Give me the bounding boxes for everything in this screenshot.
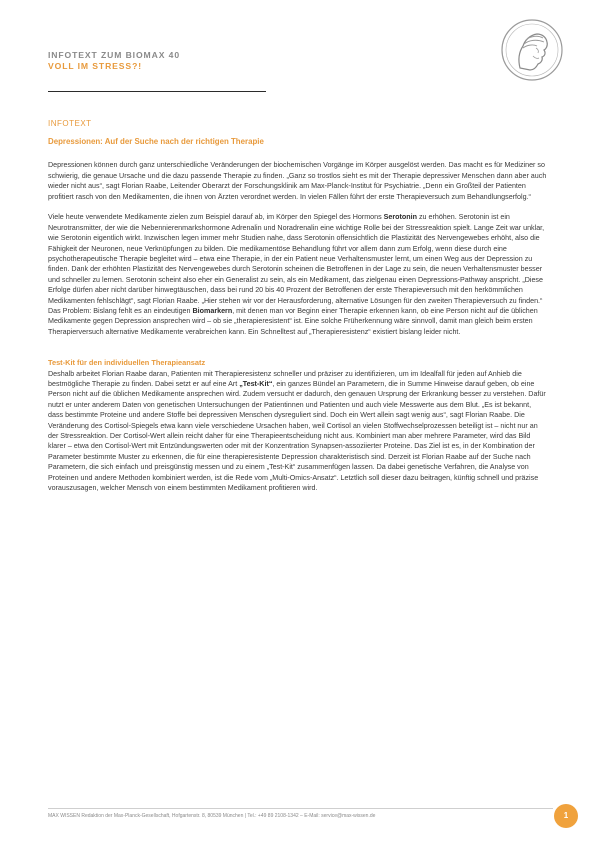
footer-divider: [48, 808, 553, 809]
section-label: INFOTEXT: [48, 119, 92, 128]
paragraph-test-kit: [48, 369, 548, 494]
paragraph-intro: Depressionen können durch ganz unterschiedliche Veränderungen der biochemischen Vorgänge im Körper ausgelöst werden. Das macht es für Mediziner so schwierig, die genaue Ursache und die dazu passende Therapie zu finden. „Ganz so trostlos sieht es mit der Therapie depressiver Menschen dann aber auch wieder nicht aus“, sagt Florian Raabe, Leitender Oberarzt der Forschungsklinik am Max-Planck-Institut für Psychiatrie. „Denn ein Großteil der Patienten profitiert rasch von den Medikamenten, die ihnen von Ärzten verordnet werden. In vielen Fällen führt der erste Therapieversuch zum Behandlungserfolg.“: [48, 161, 547, 201]
footer-text: MAX WISSEN Redaktion der Max-Planck-Gesellschaft, Hofgartenstr. 8, 80539 München | Tel.: +49 89 2108-1342 – E-Mail: service@max-wissen.de: [48, 813, 376, 819]
bold-term-serotonin: Serotonin: [383, 213, 417, 222]
paragraph-text: Deshalb arbeitet Florian Raabe daran, Patienten mit Therapieresistenz schneller und präziser zu identifizieren, um im Idealfall für jeden auf Anhieb die bestmögliche Therapie zu finden. Dabei setzt er auf eine Art: [48, 369, 522, 388]
bold-term-biomarkern: Biomarkern: [192, 307, 233, 316]
header-subtitle: VOLL IM STRESS?!: [48, 61, 142, 71]
page-number-badge: 1: [554, 804, 578, 828]
article-heading: Depressionen: Auf der Suche nach der richtigen Therapie: [48, 137, 264, 146]
paragraph-serotonin: [48, 212, 548, 337]
article-body: [48, 137, 548, 493]
article-subheading: Test-Kit für den individuellen Therapieansatz: [48, 358, 206, 368]
header-title: INFOTEXT ZUM BIOMAX 40: [48, 50, 181, 60]
bold-term-test-kit: „Test-Kit“: [239, 379, 273, 388]
minerva-seal-icon: [500, 18, 564, 82]
paragraph-text: zu erhöhen. Serotonin ist ein Neurotransmitter, der wie die Nebennierenmarkshormone Adrenalin und Noradrenalin eine wichtige Rolle bei der Stressreaktion spielt. Lange Zeit war unklar, wie Serotonin eigentlich wirkt. Inzwischen legen immer mehr Studien nahe, dass Serotonin offensichtlich die Plastizität des Nervengewebes erhöht, also die Fähigkeit der Neuronen, neue Verknüpfungen zu bilden. Die medikamentöse Behandlung führt vor allem dann zum Erfolg, wenn diese durch eine psychotherapeutische Therapie begleitet wird – etwa eine Therapie, in der ein Patient neue Verhaltensmuster lernt, um einen Weg aus der Depression zu finden. Dank der erhöhten Plastizität des Nervengewebes durch Serotonin scheinen die Betroffenen in der Lage zu sein, die neuen Verhaltensmuster besser und schneller zu lernen. Serotonin scheint also eher ein Generalist zu sein, als ein Medikament, das zielgenau einen Depressions-Pathway anspricht. „Diese Erfolge dürfen aber nicht darüber hinwegtäuschen, dass bei rund 20 bis 40 Prozent der Betroffenen der erste Therapieversuch mit den herkömmlichen Medikamenten fehlschlägt“, sagt Florian Raabe. „Hier stehen wir vor der Herausforderung, alternative Lösungen für den zweiten Therapieversuch zu finden.“ Das Problem: Bislang fehlt es an eindeutigen: [48, 213, 545, 316]
paragraph-text: , ein ganzes Bündel an Parametern, die in Summe Hinweise darauf geben, ob eine Person nicht auf die üblichen Medikamente ansprechen wird. Zudem versucht er dadurch, den genauen Ursprung der Erkrankung besser zu verstehen. Dafür nutzt er unter anderem Daten von genetischen Untersuchungen der Patientinnen und Patienten und auch viele Messwerte aus dem Blut. „Es ist bekannt, dass bestimmte Proteine und andere Stoffe bei depressiven Menschen dysreguliert sind. Doch ein Wert allein sagt wenig aus“, sagt Florian Raabe. Die Veränderung des Cortisol-Spiegels etwa kann viele verschiedene Ursachen haben, weil Cortisol an vielen Stoffwechselprozessen beteiligt ist – nicht nur an der Stressreaktion. Der Cortisol-Wert allein reicht daher für eine Therapieentscheidung nicht aus. Kombiniert man aber mehrere Parameter, wird das Bild klarer – etwa den Cortisol-Wert mit Entzündungswerten oder mit der Konzentration Synapsen-assoziierter Proteine. Das Ziel ist es, in der Kombination der Parameter bestimmte Muster zu erkennen, die für eine therapieresistente Depression charakteristisch sind. Derzeit ist Florian Raabe auf der Suche nach Parametern, die sich einfach und preisgünstig messen und zu einem „Test-Kit“ zusammenfügen lassen. Da dabei genetische Verfahren, die Analyse von Proteinen und andere Methoden kombiniert werden, ist die Rede vom „Multi-Omics-Ansatz“. Letztlich soll dieser dazu beitragen, künftig schnell und präzise vorauszusagen, welcher Mensch von einem bestimmten Medikament profitieren wird.: [48, 379, 546, 492]
header-divider: [48, 91, 266, 92]
paragraph-text: Viele heute verwendete Medikamente zielen zum Beispiel darauf ab, im Körper den Spiegel des Hormons: [48, 213, 384, 222]
paragraph-text: , mit denen man vor Beginn einer Therapie erkennen kann, ob eine Person nicht auf die üblichen Medikamente gegen Depression ansprechen wird – ob sie „therapieresistent“ ist. Eine solche Früherkennung wäre sinnvoll, damit man gleich beim ersten Therapierversuch alternative Medikamente verabreichen kann. Ein Schnelltest auf „Therapieresistenz“ existiert bislang leider nicht.: [48, 307, 538, 336]
header: [48, 50, 468, 72]
